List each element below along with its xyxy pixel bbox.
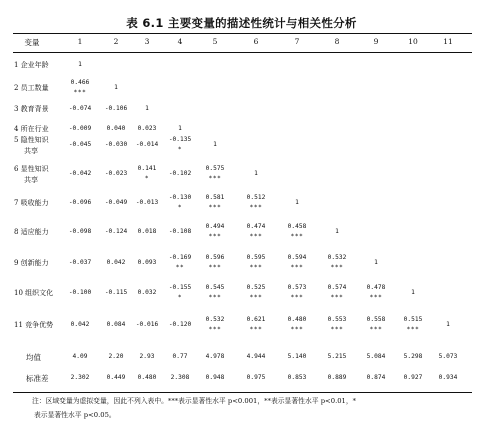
- table-cell: [63, 320, 97, 330]
- cell-value: 0.581: [205, 194, 225, 201]
- table-cell: [163, 253, 197, 272]
- stat-value: 2.302: [70, 374, 90, 381]
- table-cell: [280, 283, 314, 302]
- header-col-3: 3: [144, 37, 150, 46]
- cell-value: 0.575: [205, 165, 225, 172]
- stat-value: 5.140: [287, 353, 307, 360]
- cell-value: -0.135: [168, 136, 192, 143]
- cell-value: 0.040: [106, 125, 126, 132]
- header-col-5: 5: [212, 37, 218, 46]
- table-cell: [198, 193, 232, 212]
- table-cell: [198, 253, 232, 272]
- cell-value: 1: [411, 289, 415, 296]
- table-cell: [280, 222, 314, 241]
- table-note-line-2: 表示显著性水平 p<0.05。: [34, 411, 116, 419]
- cell-value: 1: [145, 105, 149, 112]
- table-cell: [99, 83, 133, 93]
- row-label-text-2: 共享: [24, 147, 38, 155]
- cell-value: 0.474: [246, 223, 266, 230]
- cell-significance: ***: [208, 233, 222, 240]
- table-cell: [198, 315, 232, 334]
- cell-value: 0.532: [205, 316, 225, 323]
- row-label-text: 5 隐性知识: [14, 136, 49, 144]
- stat-value: 0.449: [106, 374, 126, 381]
- table-header-rule: [13, 52, 472, 53]
- table-cell: [63, 169, 97, 179]
- cell-significance: ***: [208, 326, 222, 333]
- cell-value: 0.478: [366, 284, 386, 291]
- header-col-10: 10: [408, 37, 418, 46]
- stat-value: 0.975: [246, 374, 266, 381]
- cell-value: -0.013: [135, 199, 159, 206]
- table-cell: [130, 124, 164, 134]
- cell-value: -0.100: [68, 289, 92, 296]
- cell-value: 1: [335, 228, 339, 235]
- header-col-4: 4: [177, 37, 183, 46]
- cell-significance: ***: [73, 89, 87, 96]
- cell-significance: ***: [290, 294, 304, 301]
- cell-value: 0.466: [70, 79, 90, 86]
- header-col-8: 8: [334, 37, 340, 46]
- stat-value: 5.215: [327, 353, 347, 360]
- cell-significance: **: [175, 264, 185, 271]
- stat-value: 2.93: [139, 353, 155, 360]
- cell-significance: ***: [208, 204, 222, 211]
- cell-value: -0.120: [168, 321, 192, 328]
- cell-value: -0.045: [68, 141, 92, 148]
- cell-value: 1: [254, 170, 258, 177]
- stat-value: 0.948: [205, 374, 225, 381]
- row-label-text: 2 员工数量: [14, 84, 49, 92]
- table-cell: [130, 288, 164, 298]
- cell-value: 0.553: [327, 316, 347, 323]
- cell-value: 0.545: [205, 284, 225, 291]
- cell-value: 0.621: [246, 316, 266, 323]
- cell-significance: ***: [249, 233, 263, 240]
- cell-significance: ***: [330, 294, 344, 301]
- cell-significance: ***: [208, 175, 222, 182]
- table-cell: [359, 315, 393, 334]
- table-cell: [239, 315, 273, 334]
- cell-value: -0.098: [68, 228, 92, 235]
- table-cell: [396, 288, 430, 298]
- cell-significance: ***: [208, 294, 222, 301]
- stat-value: 0.77: [172, 353, 188, 360]
- cell-significance: ***: [290, 326, 304, 333]
- cell-value: -0.108: [168, 228, 192, 235]
- cell-value: 0.084: [106, 321, 126, 328]
- cell-value: -0.009: [68, 125, 92, 132]
- cell-value: -0.042: [68, 170, 92, 177]
- table-cell: [239, 193, 273, 212]
- table-cell: [130, 320, 164, 330]
- table-cell: [130, 227, 164, 237]
- cell-value: 0.018: [137, 228, 157, 235]
- table-cell: [99, 258, 133, 268]
- table-cell: [163, 320, 197, 330]
- table-cell: [99, 124, 133, 134]
- table-cell: [130, 258, 164, 268]
- table-cell: [320, 283, 354, 302]
- cell-significance: *: [177, 204, 183, 211]
- cell-value: -0.023: [104, 170, 128, 177]
- table-cell: [99, 288, 133, 298]
- table-cell: [63, 104, 97, 114]
- header-col-11: 11: [443, 37, 453, 46]
- header-col-1: 1: [77, 37, 83, 46]
- cell-value: -0.115: [104, 289, 128, 296]
- row-label-text: 6 显性知识: [14, 165, 49, 173]
- cell-significance: *: [177, 294, 183, 301]
- table-cell: [130, 198, 164, 208]
- table-cell: [63, 60, 97, 70]
- cell-value: 0.480: [287, 316, 307, 323]
- cell-significance: ***: [406, 326, 420, 333]
- table-cell: [359, 258, 393, 268]
- header-variable: 变量: [24, 38, 40, 47]
- table-cell: [163, 135, 197, 154]
- cell-significance: ***: [290, 233, 304, 240]
- cell-significance: ***: [208, 264, 222, 271]
- table-note: [32, 394, 472, 422]
- table-note-line-1: 注：区域变量为虚拟变量，因此不列入表中。***表示显著性水平 p<0.001，**表示显著性水平 p<0.01，*: [32, 397, 357, 405]
- stat-value: 2.20: [108, 353, 124, 360]
- table-cell: [99, 169, 133, 179]
- row-label-text: 10 组织文化: [14, 289, 54, 297]
- table-cell: [63, 140, 97, 150]
- cell-value: 0.573: [287, 284, 307, 291]
- cell-value: 0.558: [366, 316, 386, 323]
- stat-label: 标准差: [26, 374, 49, 383]
- table-cell: [163, 227, 197, 237]
- cell-value: -0.102: [168, 170, 192, 177]
- stat-value: 5.298: [403, 353, 423, 360]
- cell-value: 0.525: [246, 284, 266, 291]
- row-label-text: 4 所在行业: [14, 125, 49, 133]
- stat-value: 0.480: [137, 374, 157, 381]
- cell-value: -0.130: [168, 194, 192, 201]
- cell-value: -0.030: [104, 141, 128, 148]
- table-cell: [280, 253, 314, 272]
- table-title: 表 6.1 主要变量的描述性统计与相关性分析: [126, 16, 357, 30]
- table-cell: [239, 283, 273, 302]
- table-cell: [280, 315, 314, 334]
- table-cell: [239, 169, 273, 179]
- cell-value: -0.106: [104, 105, 128, 112]
- table-cell: [239, 222, 273, 241]
- row-label-text: 8 适应能力: [14, 228, 49, 236]
- row-label-text: 9 创新能力: [14, 259, 49, 267]
- header-col-2: 2: [113, 37, 119, 46]
- cell-value: 1: [213, 141, 217, 148]
- table-cell: [63, 198, 97, 208]
- table-cell: [163, 193, 197, 212]
- table-cell: [130, 164, 164, 183]
- table-cell: [163, 169, 197, 179]
- cell-value: 0.595: [246, 254, 266, 261]
- cell-value: -0.124: [104, 228, 128, 235]
- table-cell: [396, 315, 430, 334]
- cell-value: 1: [178, 125, 182, 132]
- table-cell: [198, 283, 232, 302]
- stat-value: 5.084: [366, 353, 386, 360]
- cell-value: -0.049: [104, 199, 128, 206]
- stat-value: 5.073: [438, 353, 458, 360]
- cell-value: 0.093: [137, 259, 157, 266]
- table-cell: [130, 104, 164, 114]
- table-cell: [320, 253, 354, 272]
- stat-value: 0.927: [403, 374, 423, 381]
- cell-value: 0.515: [403, 316, 423, 323]
- header-col-9: 9: [373, 37, 379, 46]
- cell-value: -0.074: [68, 105, 92, 112]
- table-cell: [239, 253, 273, 272]
- stat-value: 2.308: [170, 374, 190, 381]
- cell-value: -0.016: [135, 321, 159, 328]
- table-cell: [99, 320, 133, 330]
- stat-value: 0.853: [287, 374, 307, 381]
- table-cell: [359, 283, 393, 302]
- cell-value: -0.014: [135, 141, 159, 148]
- row-label-text-2: 共享: [24, 176, 38, 184]
- cell-value: 1: [114, 84, 118, 91]
- cell-significance: ***: [249, 294, 263, 301]
- table-cell: [198, 222, 232, 241]
- cell-significance: *: [144, 175, 150, 182]
- stat-value: 4.09: [72, 353, 88, 360]
- cell-value: 0.574: [327, 284, 347, 291]
- cell-significance: ***: [330, 264, 344, 271]
- table-cell: [320, 227, 354, 237]
- cell-significance: *: [177, 146, 183, 153]
- cell-value: 0.023: [137, 125, 157, 132]
- cell-value: 0.458: [287, 223, 307, 230]
- table-cell: [130, 140, 164, 150]
- table-cell: [431, 320, 465, 330]
- table-cell: [99, 198, 133, 208]
- cell-value: 0.532: [327, 254, 347, 261]
- cell-value: 0.494: [205, 223, 225, 230]
- table-cell: [63, 288, 97, 298]
- table-cell: [280, 198, 314, 208]
- cell-value: 1: [78, 61, 82, 68]
- table-cell: [99, 227, 133, 237]
- row-label-text: 7 吸收能力: [14, 199, 49, 207]
- row-label-text: 11 竞争优势: [14, 321, 54, 329]
- cell-significance: ***: [290, 264, 304, 271]
- stat-value: 0.889: [327, 374, 347, 381]
- cell-significance: ***: [249, 326, 263, 333]
- table-cell: [63, 124, 97, 134]
- cell-value: 0.042: [70, 321, 90, 328]
- cell-value: 0.596: [205, 254, 225, 261]
- header-col-6: 6: [253, 37, 259, 46]
- table-cell: [99, 104, 133, 114]
- cell-value: -0.096: [68, 199, 92, 206]
- cell-significance: ***: [369, 326, 383, 333]
- stat-value: 4.944: [246, 353, 266, 360]
- table-cell: [99, 140, 133, 150]
- table-cell: [63, 78, 97, 97]
- stat-value: 4.978: [205, 353, 225, 360]
- table-cell: [320, 315, 354, 334]
- header-col-7: 7: [294, 37, 300, 46]
- table-cell: [163, 283, 197, 302]
- cell-value: 1: [295, 199, 299, 206]
- stat-value: 0.874: [366, 374, 386, 381]
- cell-value: -0.155: [168, 284, 192, 291]
- cell-value: 0.594: [287, 254, 307, 261]
- table-cell: [63, 258, 97, 268]
- cell-significance: ***: [369, 294, 383, 301]
- table-top-rule: [13, 33, 472, 34]
- cell-value: 1: [446, 321, 450, 328]
- cell-value: -0.037: [68, 259, 92, 266]
- cell-value: 1: [374, 259, 378, 266]
- table-cell: [198, 140, 232, 150]
- cell-value: 0.141: [137, 165, 157, 172]
- table-cell: [163, 124, 197, 134]
- table-cell: [63, 227, 97, 237]
- cell-value: 0.032: [137, 289, 157, 296]
- cell-significance: ***: [249, 204, 263, 211]
- row-label-text: 3 教育背景: [14, 105, 49, 113]
- table-cell: [198, 164, 232, 183]
- cell-significance: ***: [330, 326, 344, 333]
- cell-significance: ***: [249, 264, 263, 271]
- row-label-text: 1 企业年龄: [14, 61, 49, 69]
- cell-value: 0.042: [106, 259, 126, 266]
- stat-value: 0.934: [438, 374, 458, 381]
- cell-value: 0.512: [246, 194, 266, 201]
- stat-label: 均值: [26, 353, 41, 362]
- cell-value: -0.169: [168, 254, 192, 261]
